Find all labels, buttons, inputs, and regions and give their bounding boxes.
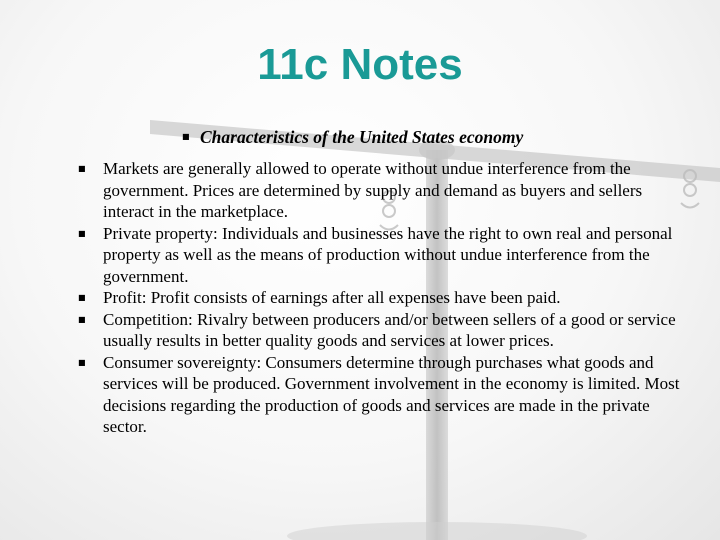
bullet-square-icon: ■ [78, 314, 86, 324]
list-item [78, 223, 690, 288]
bullet-square-icon: ■ [78, 164, 86, 173]
bullet-text: Private property: Individuals and businesses have the right to own real and personal property as well as the means of production without undue interference from the government. [103, 223, 673, 286]
slide-subheading [182, 127, 524, 148]
list-item [78, 309, 690, 352]
scale-base [287, 522, 587, 540]
bullet-square-icon: ■ [78, 228, 86, 238]
bullet-text: Markets are generally allowed to operate without undue interference from the government. Prices are determined by supply and demand as buyers and sellers interact in the marketplace. [103, 159, 643, 221]
list-item [78, 287, 690, 309]
bullet-square-icon: ■ [78, 357, 86, 367]
subheading-text: Characteristics of the United States economy [200, 127, 524, 147]
bullet-text: Profit: Profit consists of earnings after all expenses have been paid. [103, 288, 561, 307]
list-item [78, 158, 690, 223]
list-item [78, 352, 690, 438]
bullet-text: Consumer sovereignty: Consumers determine through purchases what goods and services will be produced. Government involvement in the economy is limited. Most decisions regarding the production of goods and services are made in the private sector. [103, 352, 680, 436]
bullet-text: Competition: Rivalry between producers and/or between sellers of a good or service usually results in better quality goods and services at lower prices. [103, 309, 676, 350]
bullet-square-icon: ■ [78, 293, 86, 302]
page-title: 11c Notes [257, 40, 463, 89]
bullet-list [78, 158, 690, 438]
bullet-square-icon: ■ [182, 132, 190, 141]
